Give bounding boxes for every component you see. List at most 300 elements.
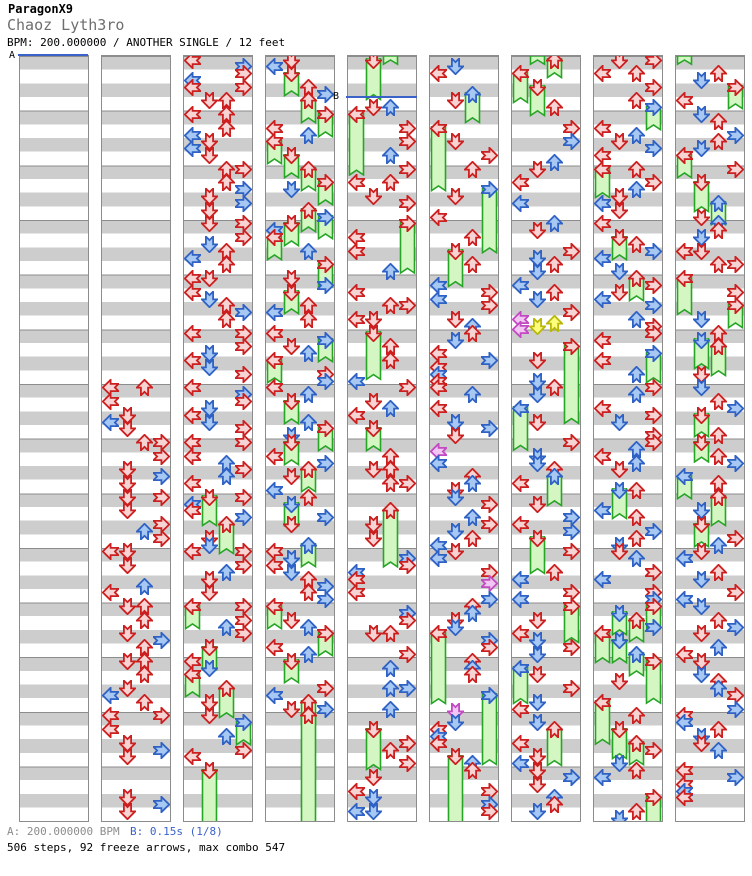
note-arrow-right xyxy=(235,393,252,410)
note-arrow-up xyxy=(628,181,645,198)
stop-marker-b-label: B xyxy=(333,91,340,102)
note-arrow-right xyxy=(727,769,744,786)
note-arrow-right xyxy=(645,243,662,260)
note-arrow-right xyxy=(399,215,416,232)
note-arrow-up xyxy=(628,612,645,629)
note-arrow-down xyxy=(365,803,382,820)
note-arrow-right xyxy=(235,509,252,526)
note-arrow-left xyxy=(430,455,447,472)
note-arrow-left xyxy=(512,755,529,772)
note-arrow-up xyxy=(710,65,727,82)
note-arrow-left xyxy=(594,400,611,417)
note-arrow-up xyxy=(628,161,645,178)
note-arrow-right xyxy=(235,79,252,96)
note-arrow-left xyxy=(676,92,693,109)
freeze-arrow-body xyxy=(300,714,317,822)
note-arrow-down xyxy=(119,748,136,765)
note-arrow-down xyxy=(201,707,218,724)
note-arrow-left xyxy=(430,735,447,752)
note-arrow-up xyxy=(628,127,645,144)
note-arrow-right xyxy=(563,598,580,615)
note-arrow-left xyxy=(102,414,119,431)
note-arrow-left xyxy=(102,721,119,738)
note-arrow-up xyxy=(710,537,727,554)
note-arrow-right xyxy=(317,591,334,608)
note-arrow-right xyxy=(563,243,580,260)
note-arrow-left xyxy=(430,120,447,137)
note-arrow-left xyxy=(430,291,447,308)
note-arrow-right xyxy=(727,79,744,96)
note-arrow-left xyxy=(594,195,611,212)
chart-column-9 xyxy=(675,55,745,822)
note-arrow-right xyxy=(645,619,662,636)
note-arrow-down xyxy=(283,434,300,451)
note-arrow-down xyxy=(283,284,300,301)
note-arrow-right xyxy=(645,523,662,540)
note-arrow-down xyxy=(611,632,628,649)
note-arrow-down xyxy=(201,359,218,376)
note-arrow-up xyxy=(628,707,645,724)
note-arrow-down xyxy=(447,243,464,260)
note-arrow-down xyxy=(693,571,710,588)
song-artist: ParagonX9 xyxy=(8,2,74,16)
note-arrow-left xyxy=(266,598,283,615)
note-arrow-up xyxy=(218,468,235,485)
note-arrow-left xyxy=(184,352,201,369)
note-arrow-down xyxy=(283,564,300,581)
note-arrow-down xyxy=(447,188,464,205)
note-arrow-right xyxy=(481,420,498,437)
note-arrow-down xyxy=(693,243,710,260)
note-arrow-up xyxy=(136,379,153,396)
note-arrow-right xyxy=(645,598,662,615)
note-arrow-down xyxy=(693,209,710,226)
note-arrow-down xyxy=(611,133,628,150)
note-arrow-up xyxy=(628,366,645,383)
note-arrow-up xyxy=(382,352,399,369)
note-arrow-down xyxy=(611,263,628,280)
note-arrow-down xyxy=(529,496,546,513)
note-arrow-right xyxy=(399,133,416,150)
note-arrow-right xyxy=(235,461,252,478)
freeze-arrow-tail xyxy=(382,56,399,66)
note-arrow-right xyxy=(727,701,744,718)
note-arrow-up xyxy=(300,127,317,144)
note-arrow-right xyxy=(645,297,662,314)
note-arrow-right xyxy=(317,680,334,697)
note-arrow-down xyxy=(693,332,710,349)
note-arrow-right xyxy=(399,475,416,492)
note-arrow-up xyxy=(710,427,727,444)
note-arrow-up xyxy=(218,120,235,137)
note-arrow-right xyxy=(153,632,170,649)
note-arrow-down xyxy=(529,352,546,369)
note-arrow-left xyxy=(676,147,693,164)
note-arrow-down xyxy=(529,694,546,711)
note-arrow-up xyxy=(710,742,727,759)
note-arrow-left xyxy=(594,332,611,349)
note-arrow-down xyxy=(119,598,136,615)
note-arrow-left xyxy=(512,591,529,608)
freeze-arrow-body xyxy=(481,693,498,766)
note-arrow-right xyxy=(563,523,580,540)
note-arrow-left xyxy=(348,174,365,191)
note-arrow-down xyxy=(693,379,710,396)
note-arrow-up xyxy=(382,147,399,164)
note-arrow-left xyxy=(266,639,283,656)
note-arrow-right xyxy=(399,195,416,212)
note-arrow-down xyxy=(611,229,628,246)
note-arrow-up xyxy=(300,584,317,601)
note-arrow-right xyxy=(399,612,416,629)
note-arrow-up xyxy=(546,796,563,813)
note-arrow-left xyxy=(348,106,365,123)
note-arrow-right xyxy=(153,468,170,485)
note-arrow-right xyxy=(235,195,252,212)
note-arrow-down xyxy=(283,215,300,232)
note-arrow-left xyxy=(512,571,529,588)
note-arrow-right xyxy=(399,755,416,772)
note-arrow-down xyxy=(283,496,300,513)
note-arrow-down xyxy=(529,386,546,403)
note-arrow-down xyxy=(119,557,136,574)
note-arrow-right xyxy=(317,420,334,437)
note-arrow-down xyxy=(693,407,710,424)
note-arrow-down xyxy=(529,222,546,239)
note-arrow-down xyxy=(529,646,546,663)
note-arrow-right xyxy=(481,639,498,656)
note-arrow-up xyxy=(710,721,727,738)
note-arrow-down xyxy=(283,181,300,198)
note-arrow-up xyxy=(382,502,399,519)
note-arrow-left xyxy=(430,65,447,82)
note-arrow-up xyxy=(628,455,645,472)
bpm-marker-a-line xyxy=(18,54,88,56)
note-arrow-left xyxy=(184,543,201,560)
note-arrow-down xyxy=(529,612,546,629)
note-arrow-down xyxy=(529,803,546,820)
note-arrow-left xyxy=(266,325,283,342)
note-arrow-right xyxy=(317,625,334,642)
note-arrow-left xyxy=(512,65,529,82)
note-arrow-left xyxy=(348,407,365,424)
note-arrow-down xyxy=(201,537,218,554)
note-arrow-up xyxy=(300,646,317,663)
note-arrow-down xyxy=(201,92,218,109)
chart-column-5 xyxy=(347,55,417,822)
note-arrow-left xyxy=(676,243,693,260)
note-arrow-up xyxy=(300,311,317,328)
note-arrow-right xyxy=(153,530,170,547)
note-arrow-left xyxy=(266,229,283,246)
note-arrow-down xyxy=(201,414,218,431)
note-arrow-down xyxy=(365,99,382,116)
note-arrow-up xyxy=(546,284,563,301)
stepchart-area xyxy=(19,55,733,821)
note-arrow-right xyxy=(235,625,252,642)
note-arrow-right xyxy=(317,106,334,123)
note-arrow-right xyxy=(563,543,580,560)
note-arrow-up xyxy=(218,619,235,636)
note-arrow-right xyxy=(645,407,662,424)
note-arrow-up xyxy=(710,222,727,239)
freeze-arrow-body xyxy=(430,632,447,705)
note-arrow-up xyxy=(464,229,481,246)
note-arrow-up xyxy=(382,701,399,718)
note-arrow-right xyxy=(317,373,334,390)
note-arrow-right xyxy=(317,86,334,103)
note-arrow-down xyxy=(529,455,546,472)
note-arrow-right xyxy=(235,434,252,451)
note-arrow-down xyxy=(119,625,136,642)
note-arrow-left xyxy=(594,215,611,232)
note-arrow-right xyxy=(235,304,252,321)
note-arrow-down xyxy=(119,420,136,437)
note-arrow-up xyxy=(628,236,645,253)
note-arrow-right xyxy=(153,742,170,759)
note-arrow-up xyxy=(382,742,399,759)
note-arrow-up xyxy=(628,92,645,109)
note-arrow-up xyxy=(546,215,563,232)
note-arrow-down xyxy=(201,489,218,506)
note-arrow-up xyxy=(464,605,481,622)
note-arrow-up xyxy=(382,680,399,697)
note-arrow-left xyxy=(430,209,447,226)
note-arrow-left xyxy=(594,65,611,82)
note-arrow-up xyxy=(710,338,727,355)
stop-marker-b-line xyxy=(346,96,417,98)
note-arrow-right xyxy=(645,434,662,451)
note-arrow-up xyxy=(546,468,563,485)
note-arrow-up xyxy=(464,256,481,273)
note-arrow-down xyxy=(693,434,710,451)
note-arrow-down xyxy=(201,270,218,287)
note-arrow-down xyxy=(529,666,546,683)
freeze-arrow-tail xyxy=(529,56,546,66)
note-arrow-up xyxy=(300,161,317,178)
note-arrow-up xyxy=(218,680,235,697)
note-arrow-up xyxy=(546,315,563,332)
note-arrow-up xyxy=(710,195,727,212)
note-arrow-right xyxy=(563,680,580,697)
note-arrow-up xyxy=(628,386,645,403)
note-arrow-up xyxy=(710,256,727,273)
note-arrow-left xyxy=(594,769,611,786)
note-arrow-left xyxy=(512,277,529,294)
note-arrow-right xyxy=(563,639,580,656)
note-arrow-left xyxy=(512,516,529,533)
note-arrow-right xyxy=(563,133,580,150)
note-arrow-left xyxy=(594,120,611,137)
note-arrow-down xyxy=(119,803,136,820)
note-arrow-down xyxy=(447,427,464,444)
note-arrow-right xyxy=(645,99,662,116)
note-arrow-left xyxy=(266,133,283,150)
note-arrow-right xyxy=(399,161,416,178)
note-arrow-left xyxy=(184,407,201,424)
note-arrow-up xyxy=(546,99,563,116)
note-arrow-up xyxy=(300,243,317,260)
note-arrow-right xyxy=(317,332,334,349)
note-arrow-right xyxy=(481,496,498,513)
note-arrow-down xyxy=(529,318,546,335)
note-arrow-up xyxy=(546,564,563,581)
note-arrow-left xyxy=(676,789,693,806)
note-arrow-down xyxy=(529,776,546,793)
note-arrow-left xyxy=(348,584,365,601)
note-arrow-left xyxy=(594,448,611,465)
note-arrow-right xyxy=(153,448,170,465)
note-arrow-left xyxy=(266,448,283,465)
note-arrow-down xyxy=(529,291,546,308)
note-arrow-right xyxy=(645,742,662,759)
note-arrow-left xyxy=(676,550,693,567)
note-arrow-left xyxy=(348,803,365,820)
note-arrow-down xyxy=(447,92,464,109)
note-arrow-left xyxy=(184,106,201,123)
note-arrow-up xyxy=(218,516,235,533)
note-arrow-right xyxy=(645,789,662,806)
note-arrow-up xyxy=(300,92,317,109)
note-arrow-left xyxy=(594,625,611,642)
note-arrow-right xyxy=(317,174,334,191)
note-arrow-up xyxy=(710,133,727,150)
note-arrow-left xyxy=(348,783,365,800)
note-arrow-left xyxy=(184,598,201,615)
note-arrow-right xyxy=(563,434,580,451)
note-arrow-left xyxy=(512,625,529,642)
chart-column-8 xyxy=(593,55,663,822)
note-arrow-down xyxy=(447,714,464,731)
note-arrow-down xyxy=(365,188,382,205)
note-arrow-left xyxy=(184,79,201,96)
note-arrow-right xyxy=(645,79,662,96)
note-arrow-up xyxy=(628,530,645,547)
note-arrow-down xyxy=(283,393,300,410)
note-arrow-left xyxy=(512,735,529,752)
note-arrow-up xyxy=(546,379,563,396)
note-arrow-right xyxy=(481,297,498,314)
note-arrow-left xyxy=(676,646,693,663)
note-arrow-left xyxy=(184,250,201,267)
note-arrow-down xyxy=(283,653,300,670)
note-arrow-up xyxy=(218,311,235,328)
note-arrow-down xyxy=(283,147,300,164)
note-arrow-right xyxy=(481,575,498,592)
chart-column-4 xyxy=(265,55,335,822)
note-arrow-up xyxy=(300,489,317,506)
note-arrow-right xyxy=(399,735,416,752)
note-arrow-down xyxy=(365,530,382,547)
note-arrow-down xyxy=(529,161,546,178)
note-arrow-left xyxy=(348,284,365,301)
note-arrow-left xyxy=(184,666,201,683)
note-arrow-left xyxy=(512,660,529,677)
note-arrow-up xyxy=(136,694,153,711)
note-arrow-down xyxy=(447,489,464,506)
note-arrow-up xyxy=(464,475,481,492)
note-arrow-up xyxy=(628,646,645,663)
note-arrow-down xyxy=(693,735,710,752)
note-arrow-up xyxy=(628,762,645,779)
note-arrow-right xyxy=(317,277,334,294)
note-arrow-down xyxy=(611,414,628,431)
note-arrow-right xyxy=(563,304,580,321)
note-arrow-right xyxy=(727,127,744,144)
note-arrow-down xyxy=(201,762,218,779)
note-arrow-down xyxy=(611,673,628,690)
note-arrow-up xyxy=(382,263,399,280)
note-arrow-up xyxy=(382,99,399,116)
note-arrow-down xyxy=(693,516,710,533)
note-arrow-up xyxy=(464,762,481,779)
note-arrow-up xyxy=(136,578,153,595)
note-arrow-right xyxy=(481,687,498,704)
note-arrow-down xyxy=(365,55,382,69)
note-arrow-right xyxy=(727,530,744,547)
note-arrow-up xyxy=(546,55,563,69)
note-arrow-right xyxy=(645,277,662,294)
freeze-arrow-tail xyxy=(676,56,693,66)
note-arrow-left xyxy=(594,502,611,519)
note-arrow-down xyxy=(693,174,710,191)
note-arrow-up xyxy=(628,311,645,328)
note-arrow-right xyxy=(235,714,252,731)
note-arrow-up xyxy=(710,612,727,629)
note-arrow-right xyxy=(235,557,252,574)
note-arrow-down xyxy=(283,338,300,355)
note-arrow-right xyxy=(645,55,662,69)
note-arrow-left xyxy=(184,379,201,396)
note-arrow-right xyxy=(235,338,252,355)
note-arrow-left xyxy=(430,379,447,396)
note-arrow-left xyxy=(184,55,201,69)
note-arrow-left xyxy=(184,475,201,492)
note-arrow-left xyxy=(676,468,693,485)
note-arrow-down xyxy=(119,653,136,670)
bpm-marker-a-label: A xyxy=(9,50,16,61)
note-arrow-down xyxy=(447,332,464,349)
note-arrow-left xyxy=(430,550,447,567)
note-arrow-up xyxy=(136,523,153,540)
note-arrow-left xyxy=(594,694,611,711)
note-arrow-left xyxy=(184,748,201,765)
note-arrow-up xyxy=(136,612,153,629)
note-arrow-right xyxy=(317,701,334,718)
note-arrow-up xyxy=(300,414,317,431)
footer-stop-info: B: 0.15s (1/8) xyxy=(130,825,223,838)
note-arrow-up xyxy=(300,537,317,554)
footer-bpm-info: A: 200.000000 BPM xyxy=(7,825,120,838)
note-arrow-left xyxy=(184,448,201,465)
note-arrow-up xyxy=(546,721,563,738)
note-arrow-right xyxy=(481,352,498,369)
note-arrow-down xyxy=(201,584,218,601)
note-arrow-left xyxy=(184,502,201,519)
note-arrow-up xyxy=(710,564,727,581)
note-arrow-down xyxy=(119,502,136,519)
note-arrow-right xyxy=(235,742,252,759)
note-arrow-up xyxy=(710,680,727,697)
note-arrow-up xyxy=(628,482,645,499)
note-arrow-right xyxy=(481,147,498,164)
note-arrow-down xyxy=(529,263,546,280)
note-arrow-down xyxy=(611,284,628,301)
note-arrow-down xyxy=(693,311,710,328)
note-arrow-left xyxy=(348,373,365,390)
note-arrow-left xyxy=(184,325,201,342)
note-arrow-left xyxy=(266,58,283,75)
